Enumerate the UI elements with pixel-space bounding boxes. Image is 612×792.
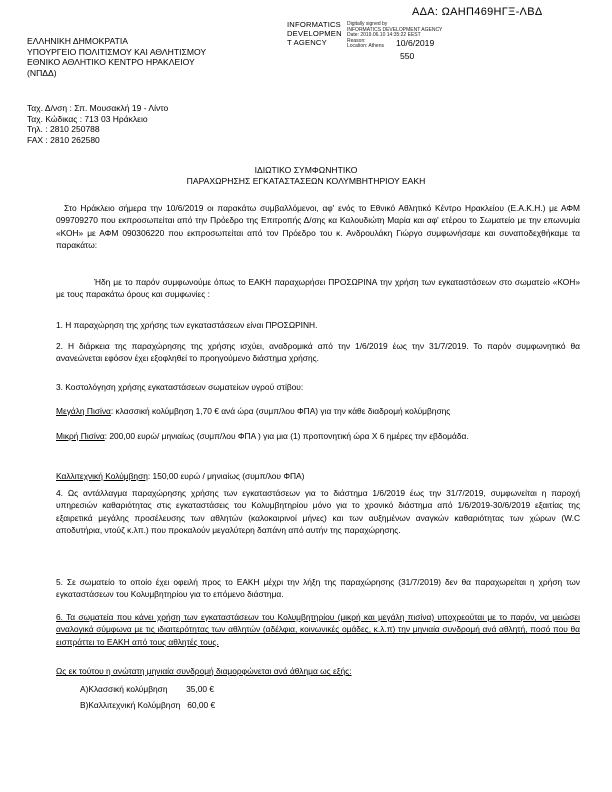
big-pool-text: : κλασσική κολύμβηση 1,70 € ανά ώρα (συμπ/λου ΦΠΑ) για την κάθε διαδρομή κολύμβησης [110, 406, 451, 416]
fax-line: FAX : 2810 262580 [27, 134, 100, 145]
term-6: 6. Τα σωματεία που κάνει χρήση των εγκαταστάσεων του Κολυμβητηρίου (μικρή και μεγάλη πισίνα) υποχρεούται με το παρόν, να μειώσει αναλογικά σύμφωνα με τις ιδιαιτερότητας των αθλητών (αδέλφια, κοινωνικές ομάδες, κ.λ.π) την μηνιαία συνδρομή ανά αθλητή, ποσό που θα εισπράττει το ΕΑΚΗ από τους αθλητές τους. [56, 612, 580, 647]
digital-signature-stamp [287, 21, 342, 48]
meta-line: Reason: [347, 37, 366, 44]
synchro-text: : 150,00 ευρώ / μηνιαίως (συμπ/λου ΦΠΑ) [147, 471, 305, 481]
stamp-line: T AGENCY [287, 37, 327, 47]
term-5: 5. Σε σωματείο το οποίο έχει οφειλή προς το ΕΑΚΗ μέχρι την λήξη της παραχώρησης (31/7/2019) δεν θα παραχωρείται η χρήση των εγκαταστάσεων του Κολυμβητηρίου για το επόμενο διάστημα. [56, 577, 580, 600]
fee-synchro: Β)Καλλιτεχνική Κολύμβηση 60,00 € [80, 700, 216, 710]
big-pool-label: Μεγάλη Πισίνα [56, 406, 111, 416]
org-line: ΕΘΝΙΚΟ ΑΘΛΗΤΙΚΟ ΚΕΝΤΡΟ ΗΡΑΚΛΕΙΟΥ [27, 57, 195, 68]
big-pool-cost [56, 405, 580, 417]
title-line: ΠΑΡΑΧΩΡΗΣΗΣ ΕΓΚΑΤΑΣΤΑΣΕΩΝ ΚΟΛΥΜΒΗΤΗΡΙΟΥ ΕΑΚΗ [186, 175, 426, 186]
ada-code: ΑΔΑ: ΩΑΗΠ469ΗΓΞ-ΛΒΔ [412, 6, 543, 18]
document-date: 10/6/2019 [396, 38, 435, 48]
address-line: Ταχ. Δ/νση : Σπ. Μουσακλή 19 - Λίντο [27, 103, 169, 113]
title-line: ΙΔΙΩΤΙΚΟ ΣΥΜΦΩΝΗΤΙΚΟ [254, 165, 358, 175]
term-3: 3. Κοστολόγηση χρήσης εγκαταστάσεων σωματείων υγρού στίβου: [56, 382, 304, 392]
synchro-label: Καλλιτεχνική Κολύμβηση [56, 471, 148, 481]
address-block [27, 103, 168, 145]
intro-paragraph: Στο Ηράκλειο σήμερα την 10/6/2019 οι παρακάτω συμβαλλόμενοι, αφ' ενός το Εθνικό Αθλητικό Κέντρο Ηρακλείου (Ε.Α.Κ.Η.) με ΑΦΜ 099709270 που εκπροσωπείται από την Πρόεδρο της Επιτροπής Δ/σης κα Καλουδιώτη Μαρία και αφ' ετέρου το Σωματείο με την επωνυμία «ΚΟΗ» με ΑΦΜ 090306220 που εκπροσωπείται από τον Πρόεδρο του κ. Ανδρουλάκη Γιώργο συμφωνήσαμε και συναποδεχθήκαμε τα παρακάτω: [56, 203, 580, 251]
small-pool-cost [56, 430, 580, 442]
meta-line: Location: Athens [347, 43, 384, 50]
term-1: 1. Η παραχώρηση της χρήσης των εγκαταστάσεων είναι ΠΡΟΣΩΡΙΝΗ. [56, 320, 318, 330]
term-4: 4. Ως αντάλλαγμα παραχώρησης χρήσης των εγκαταστάσεων για το διάστημα 1/6/2019 έως την 31/7/2019, συμφωνείται η παροχή υπηρεσιών καθαριότητας στις εγκαταστάσεις του Κολυμβητηρίου μόνο για το χρονικό διάστημα από 1/6/2019-30/6/2019 εξαιτίας της εξαιρετικά μεγάλης προσέλευσης των αθλητών (καλοκαιρινοί μήνες) και των αυξημένων αναγκών καθαριότητας των χώρων (W.C αποδυτήρια, ντούζ κ.λπ.) που προκαλούν μεγαλύτερη δαπάνη από αυτήν της παραχώρησης. [56, 488, 580, 536]
org-line: (ΝΠΔΔ) [27, 67, 57, 78]
fee-intro: Ως εκ τούτου η ανώτατη μηνιαία συνδρομή διαμορφώνεται ανά άθλημα ως εξής: [56, 666, 352, 676]
org-line: ΥΠΟΥΡΓΕΙΟ ΠΟΛΙΤΙΣΜΟΥ ΚΑΙ ΑΘΛΗΤΙΣΜΟΥ [27, 46, 207, 57]
synchro-cost [56, 470, 580, 482]
phone-line: Τηλ. : 2810 250788 [27, 124, 100, 135]
agreement-paragraph: Ήδη με το παρόν συμφωνούμε όπως το ΕΑΚΗ παραχωρήσει ΠΡΟΣΩΡΙΝΑ την χρήση των εγκαταστάσεων στο σωματείο «ΚΟΗ» με τους παρακάτω όρους και συμφωνίες : [56, 277, 580, 300]
stamp-line: DEVELOPMEN [287, 28, 342, 38]
protocol-number: 550 [400, 51, 415, 61]
meta-line: Digitally signed by [347, 21, 388, 27]
fee-classic: Α)Κλασσική κολύμβηση 35,00 € [80, 684, 215, 694]
small-pool-label: Μικρή Πισίνα [56, 431, 105, 441]
small-pool-text: : 200,00 ευρώ/ μηνιαίως (συμπ/λου ΦΠΑ ) για μια (1) προπονητική ώρα Χ 6 ημέρες την εβδομάδα. [104, 431, 469, 441]
meta-line: Date: 2019.06.10 14:35:22 EEST [347, 32, 421, 39]
organization-header [27, 36, 206, 78]
meta-line: INFORMATICS DEVELOPMENT AGENCY [347, 26, 443, 33]
term-2: 2. Η διάρκεια της παραχώρησης της χρήσης ισχύει, αναδρομικά από την 1/6/2019 έως την 31/7/2019. Το παρόν συμφωνητικό θα ανανεώνεται εφόσον έχει εξοφληθεί το προηγούμενο διάστημα χρήσης. [56, 341, 580, 364]
stamp-line: INFORMATICS [287, 20, 341, 29]
org-line: ΕΛΛΗΝΙΚΗ ΔΗΜΟΚΡΑΤΙΑ [27, 36, 128, 46]
address-line: Ταχ. Κώδικας : 713 03 Ηράκλειο [27, 113, 148, 124]
document-title [0, 165, 612, 186]
